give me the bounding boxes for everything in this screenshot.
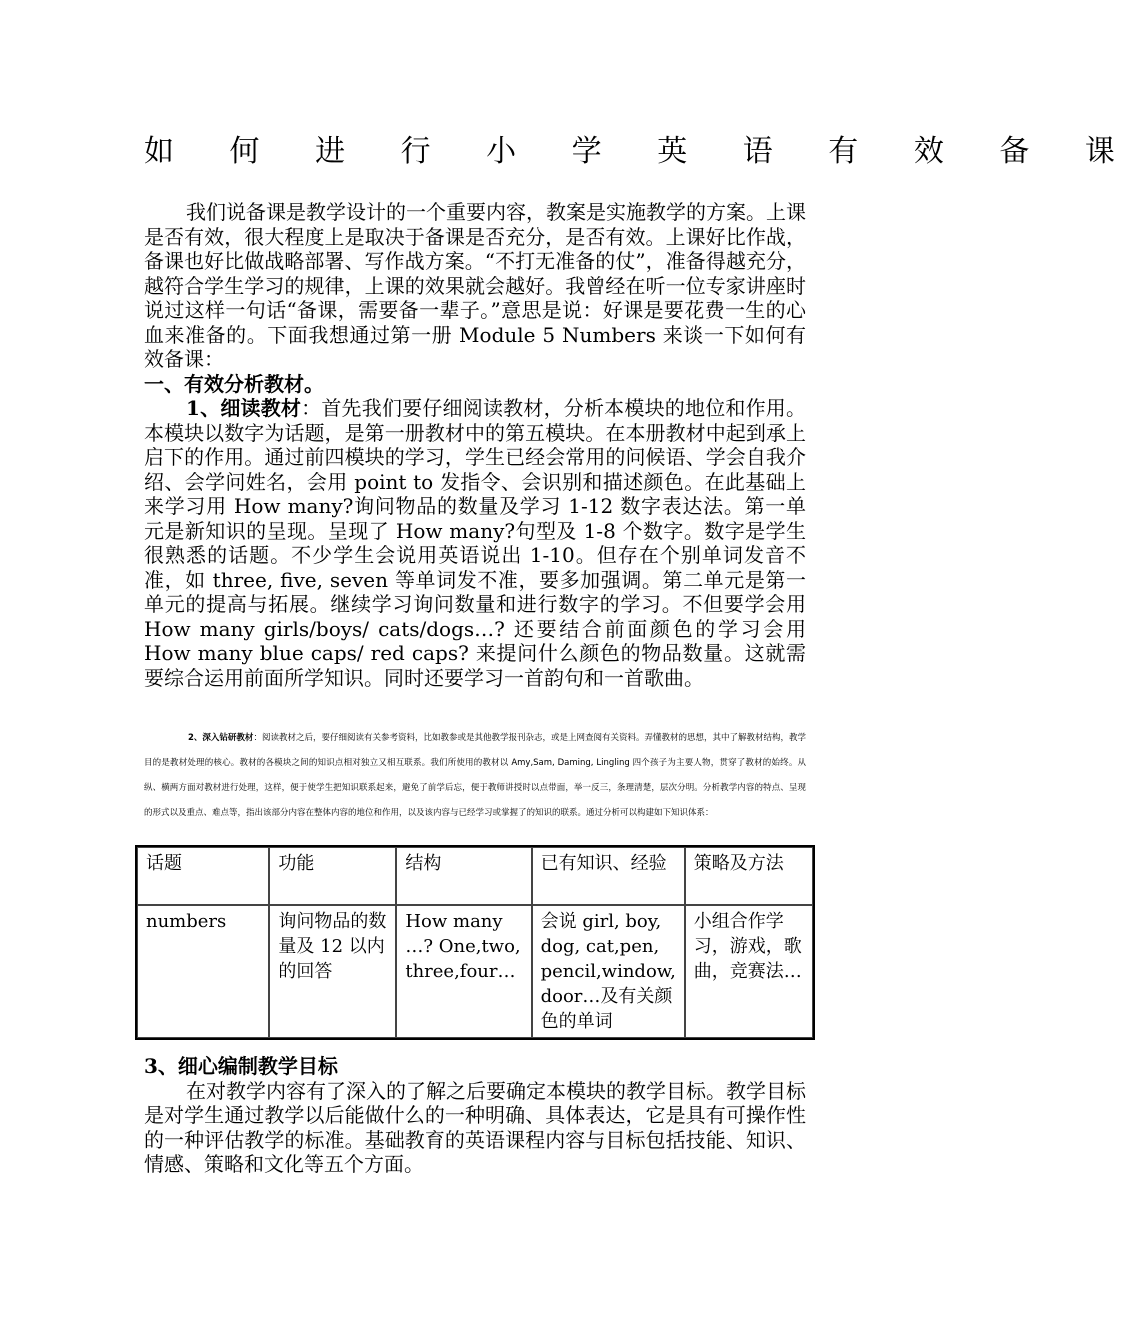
table-cell: 小组合作学习，游戏，歌曲，竞赛法… bbox=[685, 905, 813, 1038]
table-cell: 询问物品的数量及 12 以内的回答 bbox=[269, 905, 396, 1038]
table-header-cell: 已有知识、经验 bbox=[532, 847, 685, 905]
table-cell: How many …? One,two, three,four… bbox=[396, 905, 531, 1038]
table-header-row bbox=[137, 847, 813, 905]
table-header-cell: 功能 bbox=[269, 847, 396, 905]
sub3-heading: 3、细心编制教学目标 bbox=[144, 1054, 338, 1078]
section1-heading: 一、有效分析教材。 bbox=[144, 371, 324, 396]
sub2-label: 2、深入钻研教材 bbox=[188, 733, 254, 743]
intro-paragraph: 我们说备课是教学设计的一个重要内容，教案是实施教学的方案。上课是否有效，很大程度上是取决于备课是否充分，是否有效。上课好比作战，备课也好比做战略部署、写作战方案。“不打无准备的仗”，准备得越充分，越符合学生学习的规律，上课的效果就会越好。我曾经在听一位专家讲座时说过这样一句话“备课，需要备一辈子。”意思是说：好课是要花费一生的心血来准备的。下面我想通过第一册 Module 5 Numbers 来谈一下如何有效备课： bbox=[144, 200, 806, 371]
sub2-paragraph bbox=[144, 726, 806, 826]
sub1-label: 1、细读教材 bbox=[186, 396, 302, 420]
sub2-text: ：阅读教材之后，要仔细阅读有关参考资料，比如教参或是其他教学报刊杂志，或是上网查阅有关资料。弄懂教材的思想，其中了解教材结构，教学目的是教材处理的核心。教材的各模块之间的知识点相对独立又相互联系。我们所使用的教材以 Amy,Sam, Daming, Lingling 四个孩子为主要人物，贯穿了教材的始终。从纵、横两方面对教材进行处理，这样，便于使学生把知识联系起来，避免了前学后忘，便于教师讲授时以点带面，举一反三，条理清楚，层次分明。分析教学内容的特点、呈现的形式以及重点、难点等，指出该部分内容在整体内容的地位和作用，以及该内容与已经学习或掌握了的知识的联系。通过分析可以构建如下知识体系： bbox=[144, 733, 807, 818]
knowledge-table bbox=[135, 845, 815, 1040]
document-title: 如 何 进 行 小 学 英 语 有 效 备 课 bbox=[144, 134, 1138, 169]
table-cell: numbers bbox=[137, 905, 269, 1038]
table-cell: 会说 girl, boy, dog, cat,pen, pencil,window, door…及有关颜色的单词 bbox=[532, 905, 685, 1038]
table-header-cell: 结构 bbox=[396, 847, 531, 905]
table-header-cell: 话题 bbox=[137, 847, 269, 905]
sub1-paragraph bbox=[144, 396, 806, 690]
document-body bbox=[144, 200, 806, 690]
table-header-cell: 策略及方法 bbox=[685, 847, 813, 905]
sub1-text: ：首先我们要仔细阅读教材，分析本模块的地位和作用。本模块以数字为话题，是第一册教材中的第五模块。在本册教材中起到承上启下的作用。通过前四模块的学习，学生已经会常用的问候语、学会自我介绍、会学问姓名，会用 point to 发指令、会识别和描述颜色。在此基础上来学习用 How many?询问物品的数量及学习 1-12 数字表达法。第一单元是新知识的呈现。呈现了 How many?句型及 1-8 个数字。数字是学生很熟悉的话题。不少学生会说用英语说出 1-10。但存在个别单词发音不准，如 three, five, seven 等单词发不准，要多加强调。第二单元是第一单元的提高与拓展。继续学习询问数量和进行数字的学习。不但要学会用 How many girls/boys/ cats/dogs…? 还要结合前面颜色的学习会用 How many blue caps/ red caps? 来提问什么颜色的物品数量。这就需要综合运用前面所学知识。同时还要学习一首韵句和一首歌曲。 bbox=[144, 396, 807, 690]
section3 bbox=[144, 1054, 806, 1177]
table-row bbox=[137, 905, 813, 1038]
sub3-paragraph: 在对教学内容有了深入的了解之后要确定本模块的教学目标。教学目标是对学生通过教学以后能做什么的一种明确、具体表达，它是具有可操作性的一种评估教学的标准。基础教育的英语课程内容与目标包括技能、知识、情感、策略和文化等五个方面。 bbox=[144, 1078, 806, 1176]
